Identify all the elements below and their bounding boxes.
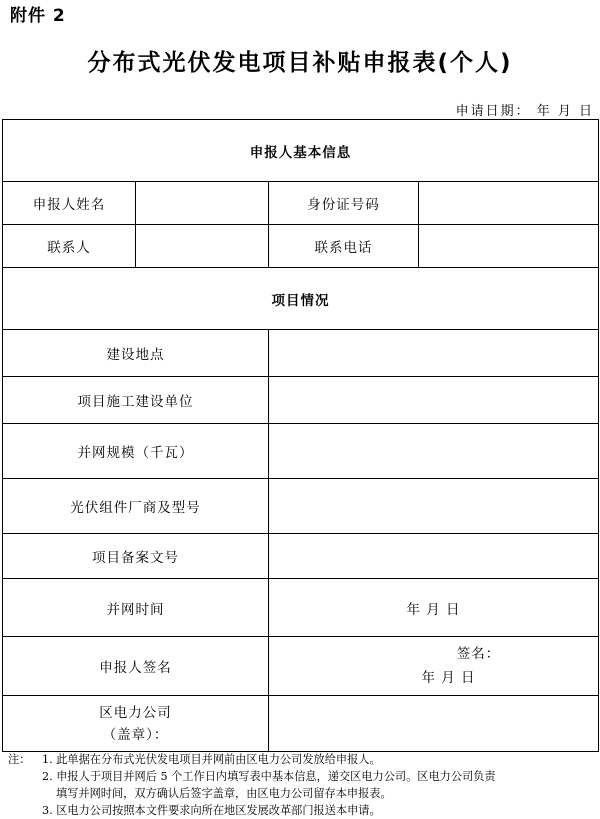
location-row bbox=[3, 330, 599, 377]
section-project-row bbox=[3, 268, 599, 330]
signature-caption: 签名： bbox=[456, 646, 501, 662]
builder-row bbox=[3, 377, 599, 424]
phone-label: 联系电话 bbox=[269, 225, 419, 268]
application-date: 申请日期： 年 月 日 bbox=[455, 104, 594, 119]
power-company-row bbox=[3, 696, 599, 752]
note-1 bbox=[8, 751, 600, 768]
applicant-row-1 bbox=[3, 182, 599, 225]
filing-number-field[interactable] bbox=[269, 534, 599, 579]
section-applicant-title: 申报人基本信息 bbox=[3, 120, 599, 182]
signature-date: 年 月 日 bbox=[421, 670, 476, 686]
filing-number-label: 项目备案文号 bbox=[3, 534, 269, 579]
note-3-text: 3. 区电力公司按照本文件要求向所在地区发展改革部门报送本申请。 bbox=[42, 804, 381, 817]
contact-field[interactable] bbox=[136, 225, 269, 268]
application-form-table bbox=[2, 119, 599, 752]
power-company-field[interactable] bbox=[269, 696, 599, 752]
note-1-text: 1. 此单据在分布式光伏发电项目并网前由区电力公司发放给申报人。 bbox=[42, 753, 381, 766]
grid-time-row bbox=[3, 579, 599, 637]
seal-label: （盖章）： bbox=[102, 726, 169, 743]
id-number-label: 身份证号码 bbox=[269, 182, 419, 225]
module-label: 光伏组件厂商及型号 bbox=[3, 479, 269, 534]
note-2-continued: 填写并网时间，双方确认后签字盖章，由区电力公司留存本申报表。 bbox=[56, 787, 392, 800]
location-field[interactable] bbox=[269, 330, 599, 377]
location-label: 建设地点 bbox=[3, 330, 269, 377]
filing-row bbox=[3, 534, 599, 579]
signature-row bbox=[3, 637, 599, 696]
applicant-name-label: 申报人姓名 bbox=[3, 182, 136, 225]
capacity-row bbox=[3, 424, 599, 479]
id-number-field[interactable] bbox=[419, 182, 599, 225]
power-company-label: 区电力公司 bbox=[99, 704, 172, 721]
grid-time-field[interactable]: 年 月 日 bbox=[269, 579, 599, 637]
section-applicant-row bbox=[3, 120, 599, 182]
contact-label: 联系人 bbox=[3, 225, 136, 268]
power-company-label-cell bbox=[3, 696, 269, 752]
note-2-text: 2. 申报人于项目并网后 5 个工作日内填写表中基本信息，递交区电力公司。区电力公司负责 bbox=[42, 770, 496, 783]
applicant-row-2 bbox=[3, 225, 599, 268]
capacity-field[interactable] bbox=[269, 424, 599, 479]
page-title: 分布式光伏发电项目补贴申报表(个人) bbox=[87, 50, 513, 76]
phone-field[interactable] bbox=[419, 225, 599, 268]
builder-field[interactable] bbox=[269, 377, 599, 424]
notes bbox=[8, 751, 600, 819]
module-row bbox=[3, 479, 599, 534]
builder-label: 项目施工建设单位 bbox=[3, 377, 269, 424]
notes-lead: 注： bbox=[8, 753, 31, 766]
module-field[interactable] bbox=[269, 479, 599, 534]
applicant-name-field[interactable] bbox=[136, 182, 269, 225]
signature-label: 申报人签名 bbox=[3, 637, 269, 696]
grid-time-label: 并网时间 bbox=[3, 579, 269, 637]
section-project-title: 项目情况 bbox=[3, 268, 599, 330]
attachment-label: 附件 2 bbox=[10, 6, 66, 26]
capacity-label: 并网规模（千瓦） bbox=[3, 424, 269, 479]
signature-field[interactable] bbox=[269, 637, 599, 696]
